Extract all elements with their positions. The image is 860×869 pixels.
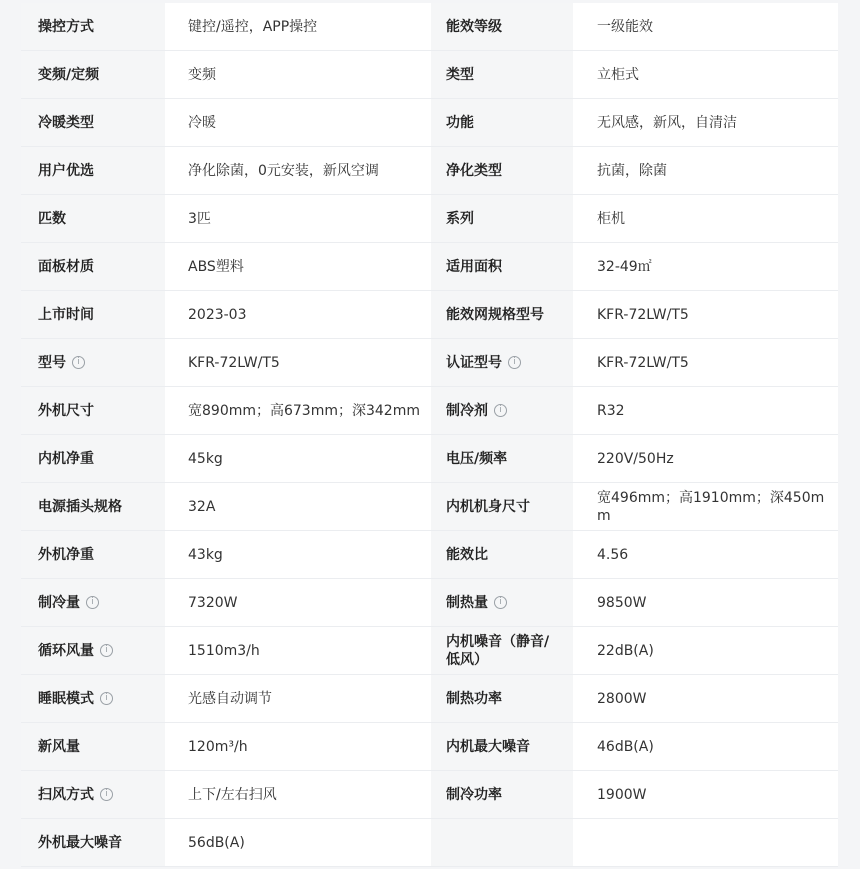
spec-key: 类型 bbox=[431, 51, 573, 99]
spec-key: 适用面积 bbox=[431, 243, 573, 291]
spec-value: KFR-72LW/T5 bbox=[573, 339, 838, 387]
spec-key: 制热量 i bbox=[431, 579, 573, 627]
spec-value: 变频 bbox=[165, 51, 431, 99]
spec-row bbox=[21, 3, 838, 51]
spec-key: 新风量 bbox=[21, 723, 165, 771]
spec-key: 功能 bbox=[431, 99, 573, 147]
spec-key: 认证型号 i bbox=[431, 339, 573, 387]
spec-value: 120m³/h bbox=[165, 723, 431, 771]
spec-value: 宽496mm；高1910mm；深450mm bbox=[573, 483, 838, 531]
spec-value: 32A bbox=[165, 483, 431, 531]
spec-value: 4.56 bbox=[573, 531, 838, 579]
spec-value: 56dB(A) bbox=[165, 819, 431, 867]
spec-key: 能效等级 bbox=[431, 3, 573, 51]
spec-value: 立柜式 bbox=[573, 51, 838, 99]
spec-row bbox=[21, 147, 838, 195]
spec-value: 1900W bbox=[573, 771, 838, 819]
info-icon[interactable]: i bbox=[508, 356, 521, 369]
spec-value: 220V/50Hz bbox=[573, 435, 838, 483]
spec-key: 操控方式 bbox=[21, 3, 165, 51]
spec-value: 键控/遥控，APP操控 bbox=[165, 3, 431, 51]
spec-key: 能效网规格型号 bbox=[431, 291, 573, 339]
spec-value: 1510m3/h bbox=[165, 627, 431, 675]
spec-key: 睡眠模式 i bbox=[21, 675, 165, 723]
spec-key: 外机尺寸 bbox=[21, 387, 165, 435]
spec-value: 32-49㎡ bbox=[573, 243, 838, 291]
spec-value: 冷暖 bbox=[165, 99, 431, 147]
spec-key: 内机净重 bbox=[21, 435, 165, 483]
spec-value: KFR-72LW/T5 bbox=[165, 339, 431, 387]
spec-value: 无风感，新风，自清洁 bbox=[573, 99, 838, 147]
spec-row bbox=[21, 531, 838, 579]
spec-key: 内机最大噪音 bbox=[431, 723, 573, 771]
spec-key: 循环风量 i bbox=[21, 627, 165, 675]
spec-row bbox=[21, 387, 838, 435]
spec-value: 净化除菌，0元安装，新风空调 bbox=[165, 147, 431, 195]
spec-key: 外机最大噪音 bbox=[21, 819, 165, 867]
spec-key: 面板材质 bbox=[21, 243, 165, 291]
info-icon[interactable]: i bbox=[72, 356, 85, 369]
spec-value: 抗菌，除菌 bbox=[573, 147, 838, 195]
spec-key: 制冷功率 bbox=[431, 771, 573, 819]
spec-key bbox=[431, 819, 573, 867]
spec-table bbox=[21, 3, 838, 867]
spec-value: 3匹 bbox=[165, 195, 431, 243]
spec-value: 柜机 bbox=[573, 195, 838, 243]
spec-key: 制冷剂 i bbox=[431, 387, 573, 435]
spec-value: 46dB(A) bbox=[573, 723, 838, 771]
spec-key: 外机净重 bbox=[21, 531, 165, 579]
spec-value: 宽890mm；高673mm；深342mm bbox=[165, 387, 431, 435]
spec-value: 一级能效 bbox=[573, 3, 838, 51]
spec-value: 上下/左右扫风 bbox=[165, 771, 431, 819]
info-icon[interactable]: i bbox=[86, 596, 99, 609]
spec-row bbox=[21, 675, 838, 723]
spec-row bbox=[21, 99, 838, 147]
info-icon[interactable]: i bbox=[100, 692, 113, 705]
spec-row bbox=[21, 771, 838, 819]
spec-value: 7320W bbox=[165, 579, 431, 627]
spec-value: 2800W bbox=[573, 675, 838, 723]
spec-value: 45kg bbox=[165, 435, 431, 483]
spec-row bbox=[21, 627, 838, 675]
spec-key: 制冷量 i bbox=[21, 579, 165, 627]
spec-row bbox=[21, 723, 838, 771]
spec-key: 制热功率 bbox=[431, 675, 573, 723]
spec-row bbox=[21, 819, 838, 867]
spec-key: 内机机身尺寸 bbox=[431, 483, 573, 531]
spec-key: 电压/频率 bbox=[431, 435, 573, 483]
spec-value bbox=[573, 819, 838, 867]
info-icon[interactable]: i bbox=[494, 596, 507, 609]
spec-value: 光感自动调节 bbox=[165, 675, 431, 723]
spec-key: 变频/定频 bbox=[21, 51, 165, 99]
spec-row bbox=[21, 51, 838, 99]
info-icon[interactable]: i bbox=[100, 644, 113, 657]
spec-row bbox=[21, 195, 838, 243]
spec-key: 净化类型 bbox=[431, 147, 573, 195]
spec-row bbox=[21, 339, 838, 387]
spec-value: 43kg bbox=[165, 531, 431, 579]
spec-key: 用户优选 bbox=[21, 147, 165, 195]
spec-key: 能效比 bbox=[431, 531, 573, 579]
spec-key: 冷暖类型 bbox=[21, 99, 165, 147]
spec-key: 上市时间 bbox=[21, 291, 165, 339]
spec-key: 型号 i bbox=[21, 339, 165, 387]
spec-key: 电源插头规格 bbox=[21, 483, 165, 531]
spec-row bbox=[21, 435, 838, 483]
spec-value: 22dB(A) bbox=[573, 627, 838, 675]
spec-value: R32 bbox=[573, 387, 838, 435]
spec-key: 匹数 bbox=[21, 195, 165, 243]
spec-value: 9850W bbox=[573, 579, 838, 627]
info-icon[interactable]: i bbox=[100, 788, 113, 801]
spec-row bbox=[21, 291, 838, 339]
spec-row bbox=[21, 579, 838, 627]
spec-value: ABS塑料 bbox=[165, 243, 431, 291]
spec-key: 内机噪音（静音/低风） bbox=[431, 627, 573, 675]
spec-key: 扫风方式 i bbox=[21, 771, 165, 819]
spec-value: 2023-03 bbox=[165, 291, 431, 339]
info-icon[interactable]: i bbox=[494, 404, 507, 417]
spec-key: 系列 bbox=[431, 195, 573, 243]
spec-row bbox=[21, 243, 838, 291]
spec-value: KFR-72LW/T5 bbox=[573, 291, 838, 339]
spec-row bbox=[21, 483, 838, 531]
